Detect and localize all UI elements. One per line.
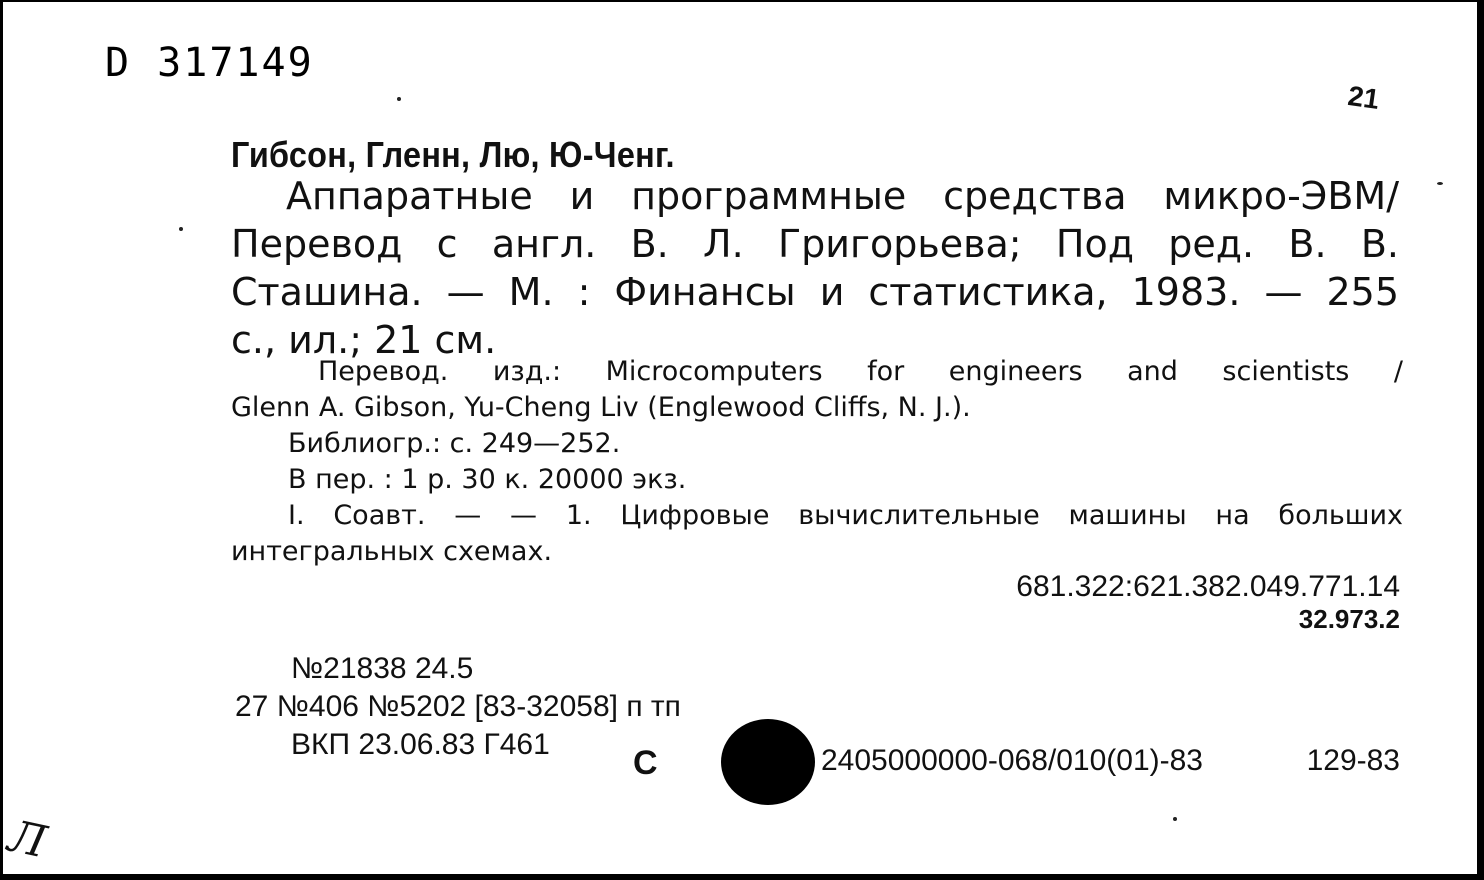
title-line: Перевод с англ. В. Л. Григорьева; Под ред. В. В.: [231, 222, 1399, 266]
print-line: №21838 24.5: [291, 652, 474, 685]
title-line: Аппаратные и программные средства микро-ЭВМ/: [286, 174, 1399, 218]
corner-mark: 21: [1346, 79, 1382, 116]
note-line: интегральных схемах.: [231, 536, 553, 567]
speck: [1173, 817, 1177, 821]
author-heading: Гибсон, Гленн, Лю, Ю-Ченг.: [231, 134, 675, 175]
punch-hole: [721, 719, 815, 805]
title-line: с., ил.; 21 см.: [231, 318, 497, 362]
speck: [179, 227, 183, 231]
print-line: ВКП 23.06.83 Г461: [291, 728, 550, 761]
isbn-code: 2405000000-068/010(01)-83: [821, 744, 1203, 777]
copyright-mark: С: [633, 744, 658, 782]
udc-code: 681.322:621.382.049.771.14: [1016, 570, 1400, 603]
note-line: I. Соавт. — — 1. Цифровые вычислительные машины на больших: [288, 500, 1403, 531]
catalog-card: [3, 2, 1477, 874]
bottom-code: 129-83: [1306, 744, 1400, 777]
speck: [1437, 182, 1443, 185]
print-info: [235, 650, 681, 764]
handwritten-mark: Л: [4, 810, 51, 869]
speck: [397, 97, 401, 101]
notes-block: [231, 354, 1403, 570]
print-line: 27 №406 №5202 [83-32058] п тп: [235, 690, 681, 723]
title-line: Сташина. — М. : Финансы и статистика, 1983. — 255: [231, 270, 1399, 314]
call-number: D 317149: [105, 40, 314, 86]
note-line: Glenn A. Gibson, Yu-Cheng Liv (Englewood Cliffs, N. J.).: [231, 392, 971, 423]
bbk-code: 32.973.2: [1298, 604, 1400, 634]
note-line: В пер. : 1 р. 30 к. 20000 экз.: [288, 464, 687, 495]
note-line: Библиогр.: с. 249—252.: [288, 428, 621, 459]
note-line: Перевод. изд.: Microcomputers for engineers and scientists /: [318, 356, 1403, 387]
title-block: [231, 172, 1399, 364]
